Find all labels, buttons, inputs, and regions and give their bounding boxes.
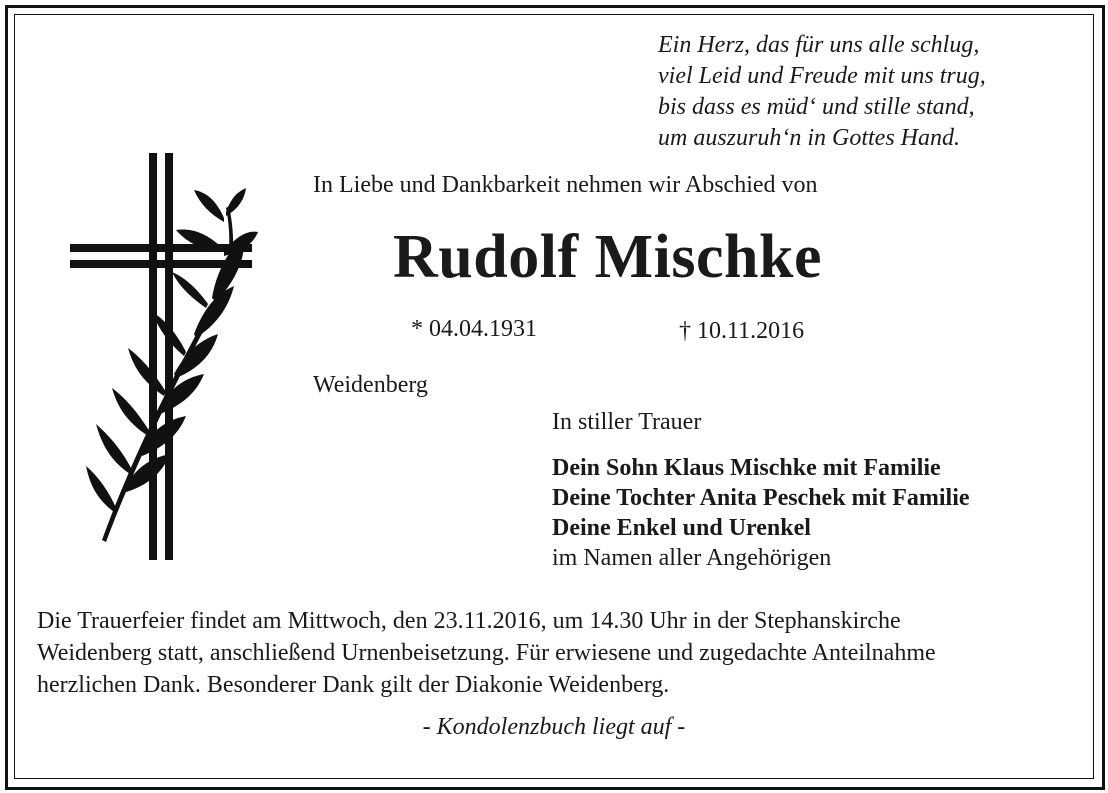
cross-vertical-left [149,153,157,560]
deceased-name: Rudolf Mischke [393,223,822,291]
family-line: Deine Enkel und Urenkel [552,515,811,541]
family-line: Dein Sohn Klaus Mischke mit Familie [552,455,941,481]
poem-line: viel Leid und Freude mit uns trug, [658,63,986,89]
palm-leaf [96,424,132,474]
palm-leaf [194,190,224,222]
condolence-note: - Kondolenzbuch liegt auf - [422,714,686,740]
poem-line: um auszuruh‘n in Gottes Hand. [658,125,961,151]
family-closing: im Namen aller Angehörigen [552,545,832,571]
poem-line: bis dass es müd‘ und stille stand, [658,94,975,120]
place-of-residence: Weidenberg [313,372,428,398]
palm-leaf [172,272,208,308]
death-date: † 10.11.2016 [679,318,805,344]
palm-leaf [86,466,116,512]
family-signatures [552,453,970,573]
poem [658,30,986,154]
poem-line: Ein Herz, das für uns alle schlug, [658,32,980,58]
palm-leaf [112,388,150,436]
cross-vertical-right [165,153,173,560]
birth-date: * 04.04.1931 [411,316,537,342]
service-line: herzlichen Dank. Besonderer Dank gilt der Diakonie Weidenberg. [37,672,670,698]
family-line: Deine Tochter Anita Peschek mit Familie [552,485,970,511]
cross-with-palm-branch-icon [66,148,262,568]
mourning-heading: In stiller Trauer [552,409,702,435]
service-line: Die Trauerfeier findet am Mittwoch, den 23.11.2016, um 14.30 Uhr in der Stephanskirche [37,608,901,634]
palm-leaf [128,348,166,396]
service-line: Weidenberg statt, anschließend Urnenbeisetzung. Für erwiesene und zugedachte Anteilnahme [37,640,936,666]
intro-text: In Liebe und Dankbarkeit nehmen wir Abschied von [313,172,818,198]
palm-leaf [226,188,246,216]
cross-horizontal-top [70,244,252,252]
service-info [37,605,936,701]
